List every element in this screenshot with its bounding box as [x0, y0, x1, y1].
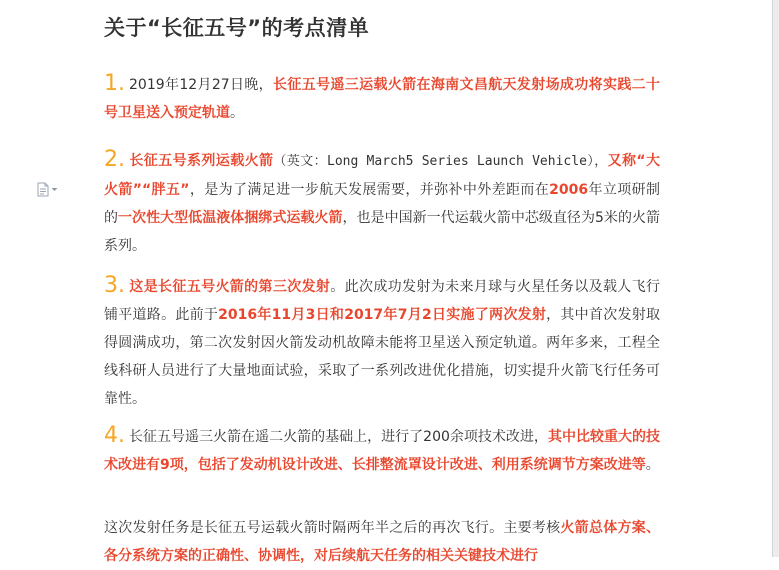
document-menu[interactable]	[37, 181, 63, 197]
body-text: ，也是中国新一代运载火箭中芯级直径为5米的火箭系列。	[104, 210, 661, 254]
body-text: 年立项研制的	[104, 182, 661, 226]
document-icon	[37, 182, 49, 197]
body-text: 。	[230, 105, 244, 121]
body-text: 长征五号遥三火箭在遥二火箭的基础上，进行了200余项技术改进，	[129, 429, 548, 445]
item-3	[104, 272, 660, 413]
paragraph-summary	[104, 514, 660, 570]
highlighted-text: 其中比较重大的技术改进有9项，包括了发动机设计改进、长排整流罩设计改进、利用系统调节方案改进等	[104, 429, 660, 473]
highlighted-text: 火箭总体方案、各分系统方案的正确性、协调性，对后续航天任务的相关关键技术进行	[104, 520, 661, 564]
highlighted-text: 一次性大型低温液体捆绑式运载火箭	[118, 210, 343, 226]
item-number: 2.	[104, 147, 125, 172]
highlighted-text: 2016年11月3日和2017年7月2日实施了两次发射	[218, 307, 547, 323]
body-text: （英文：Long March5 Series Launch Vehicle），	[273, 154, 608, 169]
item-2	[104, 146, 660, 260]
body-text: 。此次成功发射为未来月球与火星任务以及载人飞行铺平道路。此前于	[104, 279, 661, 323]
body-text: 。	[645, 457, 660, 473]
item-4	[104, 422, 660, 479]
item-1	[104, 70, 660, 127]
body-text: ，是为了满足进一步航天发展需要，并弥补中外差距而在	[189, 182, 550, 198]
body-text: 2019年12月27日晚，	[129, 77, 274, 93]
page-title: 关于“长征五号”的考点清单	[104, 16, 370, 40]
highlighted-text: 长征五号系列运载火箭	[129, 153, 274, 169]
body-text: 这次发射任务是长征五号运载火箭时隔两年半之后的再次飞行。主要考核	[104, 520, 561, 536]
body-text: ，其中首次发射取得圆满成功，第二次发射因火箭发动机故障未能将卫星送入预定轨道。两年多来，工程全线科研人员进行了大量地面试验，采取了一系列改进优化措施，切实提升火箭飞行任务可靠性。	[104, 307, 660, 407]
highlighted-text: 2006	[549, 182, 589, 198]
caret-down-icon	[51, 187, 58, 192]
highlighted-text: 长征五号遥三运载火箭在海南文昌航天发射场成功将实践二十号卫星送入预定轨道	[104, 77, 661, 121]
highlighted-text: 又称“大火箭”“胖五”	[104, 153, 660, 198]
item-number: 4.	[104, 423, 125, 448]
window-right-edge	[772, 0, 779, 557]
item-number: 1.	[104, 71, 125, 96]
item-number: 3.	[104, 273, 125, 298]
highlighted-text: 这是长征五号火箭的第三次发射	[129, 279, 331, 295]
